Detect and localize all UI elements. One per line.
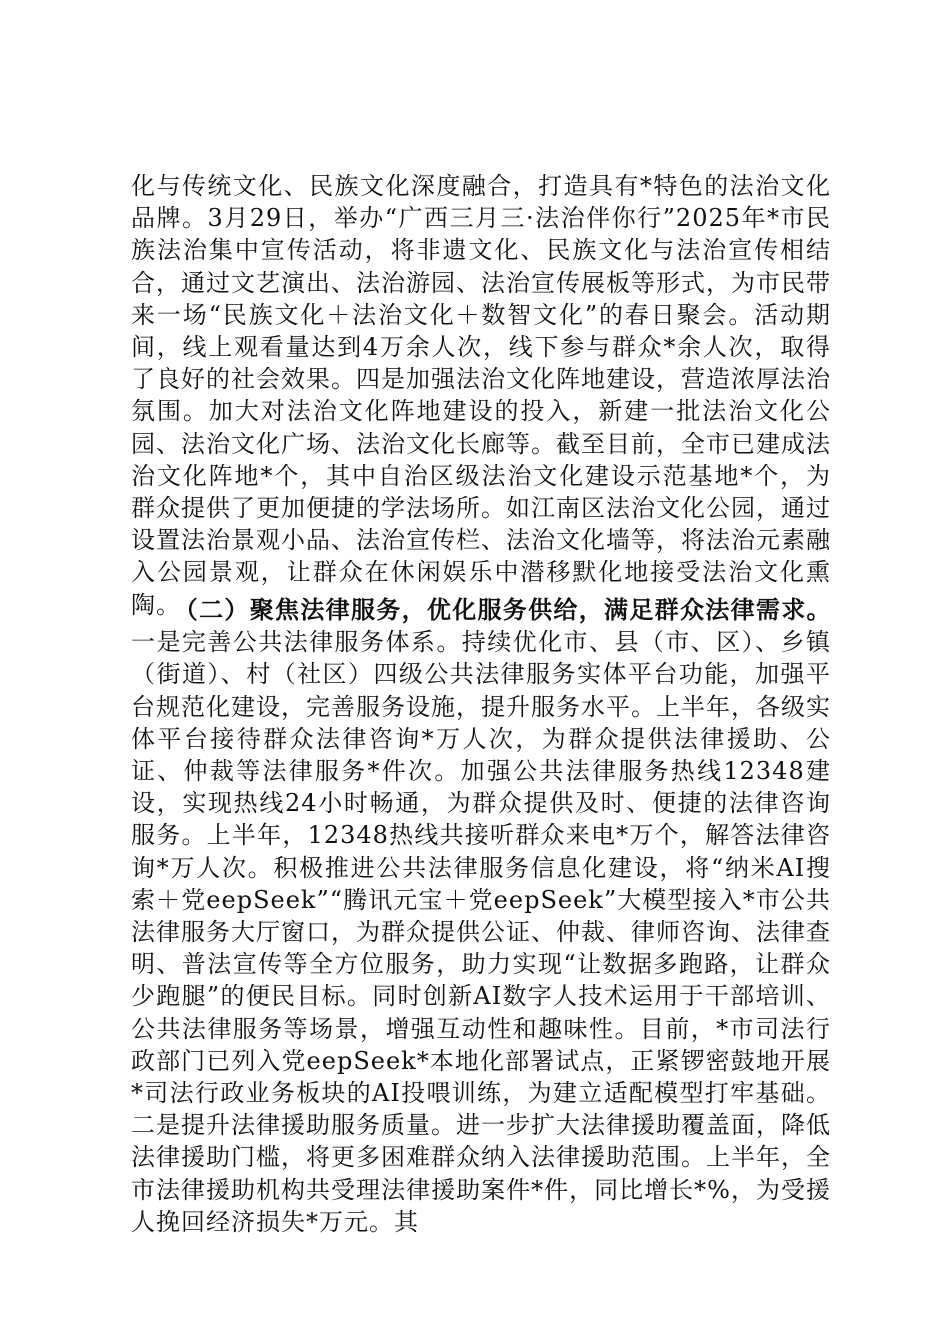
paragraph-2-text: 一是完善公共法律服务体系。持续优化市、县（市、区）、乡镇（街道）、村（社区）四级公共法律服务实体平台功能，加强平台规范化建设，完善服务设施，提升服务水平。上半年，各级实体平台接待群众法律咨询*万人次，为群众提供法律援助、公证、仲裁等法律服务*件次。加强公共法律服务热线12348建设，实现热线24小时畅通，为群众提供及时、便捷的法律咨询服务。上半年，12348热线共接听群众来电*万个，解答法律咨询*万人次。积极推进公共法律服务信息化建设，将“纳米AI搜索＋党eepSeek”“腾讯元宝＋党eepSeek”大模型接入*市公共法律服务大厅窗口，为群众提供公证、仲裁、律师咨询、法律查明、普法宣传等全方位服务，助力实现“让数据多跑路，让群众少跑腿”的便民目标。同时创新AI数字人技术运用于干部培训、公共法律服务等场景，增强互动性和趣味性。目前，*市司法行政部门已列入党eepSeek*本地化部署试点，正紧锣密鼓地开展*司法行政业务板块的AI投喂训练，为建立适配模型打牢基础。二是提升法律援助服务质量。进一步扩大法律援助覆盖面，降低法律援助门槛，将更多困难群众纳入法律援助范围。上半年，全市法律援助机构共受理法律援助案件*件，同比增长*%，为受援人挽回经济损失*万元。其 <box>131 628 831 1236</box>
section-block <box>131 594 831 1238</box>
section-heading: （二）聚焦法律服务，优化服务供给，满足群众法律需求。 <box>173 596 831 624</box>
body-paragraph-1 <box>131 170 831 621</box>
body-paragraph-2 <box>131 594 831 1238</box>
paragraph-1-text: 化与传统文化、民族文化深度融合，打造具有*特色的法治文化品牌。3月29日，举办“广西三月三·法治伴你行”2025年*市民族法治集中宣传活动，将非遗文化、民族文化与法治宣传相结合，通过文艺演出、法治游园、法治宣传展板等形式，为市民带来一场“民族文化＋法治文化＋数智文化”的春日聚会。活动期间，线上观看量达到4万余人次，线下参与群众*余人次，取得了良好的社会效果。四是加强法治文化阵地建设，营造浓厚法治氛围。加大对法治文化阵地建设的投入，新建一批法治文化公园、法治文化广场、法治文化长廊等。截至目前，全市已建成法治文化阵地*个，其中自治区级法治文化建设示范基地*个，为群众提供了更加便捷的学法场所。如江南区法治文化公园，通过设置法治景观小品、法治宣传栏、法治文化墙等，将法治元素融入公园景观，让群众在休闲娱乐中潜移默化地接受法治文化熏陶。 <box>131 172 831 619</box>
